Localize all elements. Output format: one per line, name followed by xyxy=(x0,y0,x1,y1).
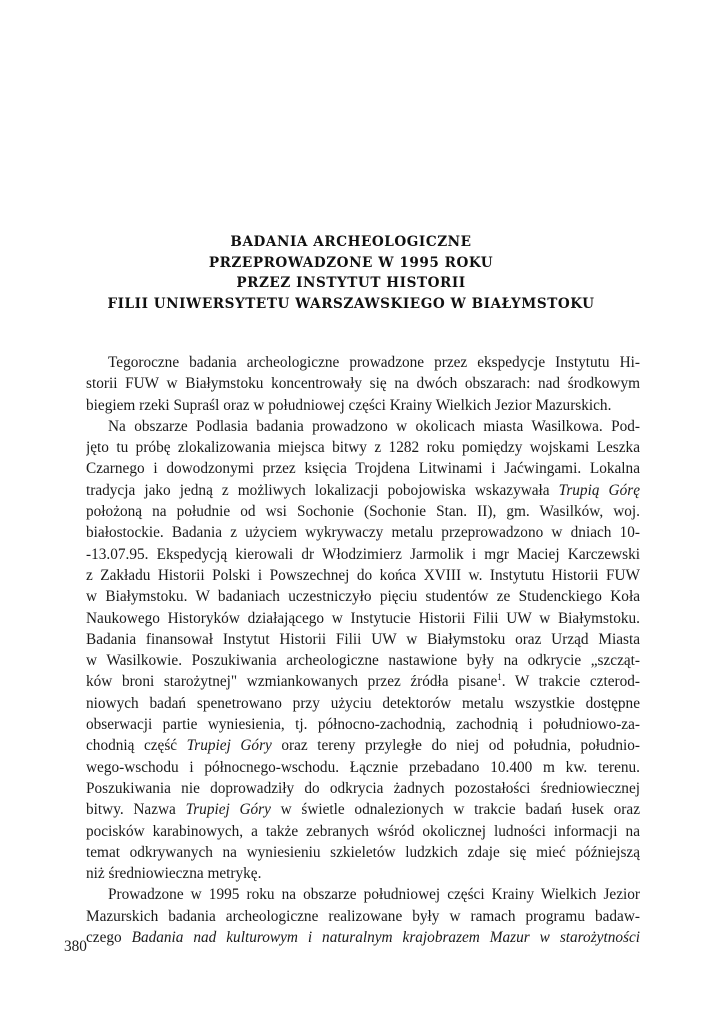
text-segment: w świetle odnalezionych w trakcie badań łusek oraz xyxy=(270,801,640,819)
text-line xyxy=(86,927,640,948)
text-line: Tegoroczne badania archeologiczne prowadzone przez ekspedycje Instytutu Hi- xyxy=(108,354,640,371)
text-line: z Zakładu Historii Polski i Powszechnej do końca XVIII w. Instytutu Historii FUW xyxy=(86,566,640,584)
text-line: pocisków karabinowych, a także zebranych wśród okolicznej ludności informacji na xyxy=(86,822,640,840)
text-segment: oraz tereny przyległe do niej od południa, południo- xyxy=(271,737,640,755)
text-segment: . W trakcie czterod- xyxy=(501,673,640,691)
text-segment: chodnią część xyxy=(86,737,187,755)
text-segment: ków broni starożytnej" wzmiankowanych przez źródła pisane xyxy=(86,673,498,691)
title-line: PRZEZ INSTYTUT HISTORII xyxy=(236,275,466,291)
article-title xyxy=(40,232,662,314)
title-line: PRZEPROWADZONE W 1995 ROKU xyxy=(208,254,494,271)
page-number: 380 xyxy=(64,938,87,955)
text-line: -13.07.95. Ekspedycją kierowali dr Włodzimierz Jarmolik i mgr Maciej Karczewski xyxy=(86,545,640,563)
text-line: obserwacji partie wyniesienia, tj. północno-zachodnią, zachodnią i południowo-za- xyxy=(86,716,640,734)
title-line: BADANIA ARCHEOLOGICZNE xyxy=(230,234,472,250)
text-line: Badania finansował Instytut Historii Filii UW w Białymstoku oraz Urząd Miasta xyxy=(86,630,640,648)
italic-program-title: Badania nad kulturowym i naturalnym krajobrazem Mazur w starożytności xyxy=(131,929,640,947)
text-line: Prowadzone w 1995 roku na obszarze południowej części Krainy Wielkich Jezior xyxy=(108,886,640,904)
text-line: temat odkrywanych na wyniesieniu szkieletów ludzkich zdaje się mieć późniejszą xyxy=(86,843,640,861)
text-segment: czego xyxy=(86,929,132,947)
title-line: FILII UNIWERSYTETU WARSZAWSKIEGO W BIAŁYMSTOKU xyxy=(107,295,595,312)
text-line: Czarnego i dowodzonymi przez księcia Trojdena Litwinami i Jaćwingami. Lokalna xyxy=(86,460,640,478)
text-line: Poszukiwania nie doprowadziły do odkrycia żadnych pozostałości średniowiecznej xyxy=(86,779,640,797)
text-line: położoną na południe od wsi Sochonie (Sochonie Stan. II), gm. Wasilków, woj. xyxy=(86,503,640,521)
text-segment: bitwy. Nazwa xyxy=(86,801,186,819)
italic-place-name: Trupiej Góry xyxy=(185,801,271,819)
text-line: biegiem rzeki Supraśl oraz w południowej części Krainy Wielkich Jezior Mazurskich. xyxy=(86,396,612,414)
text-line: białostockie. Badania z użyciem wykrywaczy metalu przeprowadzono w dniach 10- xyxy=(86,524,640,542)
italic-place-name: Trupiej Góry xyxy=(186,737,272,755)
text-line xyxy=(86,799,640,820)
text-line xyxy=(86,480,640,501)
text-line: jęto tu próbę zlokalizowania miejsca bitwy z 1282 roku pomiędzy wojskami Leszka xyxy=(86,439,640,457)
italic-place-name: Trupią Górę xyxy=(558,481,640,499)
text-line: Naukowego Historyków działającego w Instytucie Historii Filii UW w Białymstoku. xyxy=(86,609,640,627)
footnote-marker: 1 xyxy=(497,672,502,683)
text-line: Na obszarze Podlasia badania prowadzono w okolicach miasta Wasilkowa. Pod- xyxy=(108,417,640,435)
text-segment: tradycja jako jedną z możliwych lokalizacji pobojowiska wskazywała xyxy=(86,481,559,499)
text-line: w Białymstoku. W badaniach uczestniczyło pięciu studentów ze Studenckiego Koła xyxy=(86,588,640,606)
text-line: w Wasilkowie. Poszukiwania archeologiczne nastawione były na odkrycie „szcząt- xyxy=(86,652,640,670)
text-line: Mazurskich badania archeologiczne realizowane były w ramach programu badaw- xyxy=(86,907,640,925)
text-line xyxy=(86,671,640,692)
text-line xyxy=(86,735,640,756)
text-line: niowych badań spenetrowano przy użyciu detektorów metalu wszystkie dostępne xyxy=(86,694,640,712)
text-line: niż średniowieczna metrykę. xyxy=(86,865,262,883)
text-line: storii FUW w Białymstoku koncentrowały się na dwóch obszarach: nad środkowym xyxy=(86,375,640,393)
article-body xyxy=(86,352,640,948)
text-line: wego-wschodu i północnego-wschodu. Łącznie przebadano 10.400 m kw. terenu. xyxy=(86,758,640,776)
